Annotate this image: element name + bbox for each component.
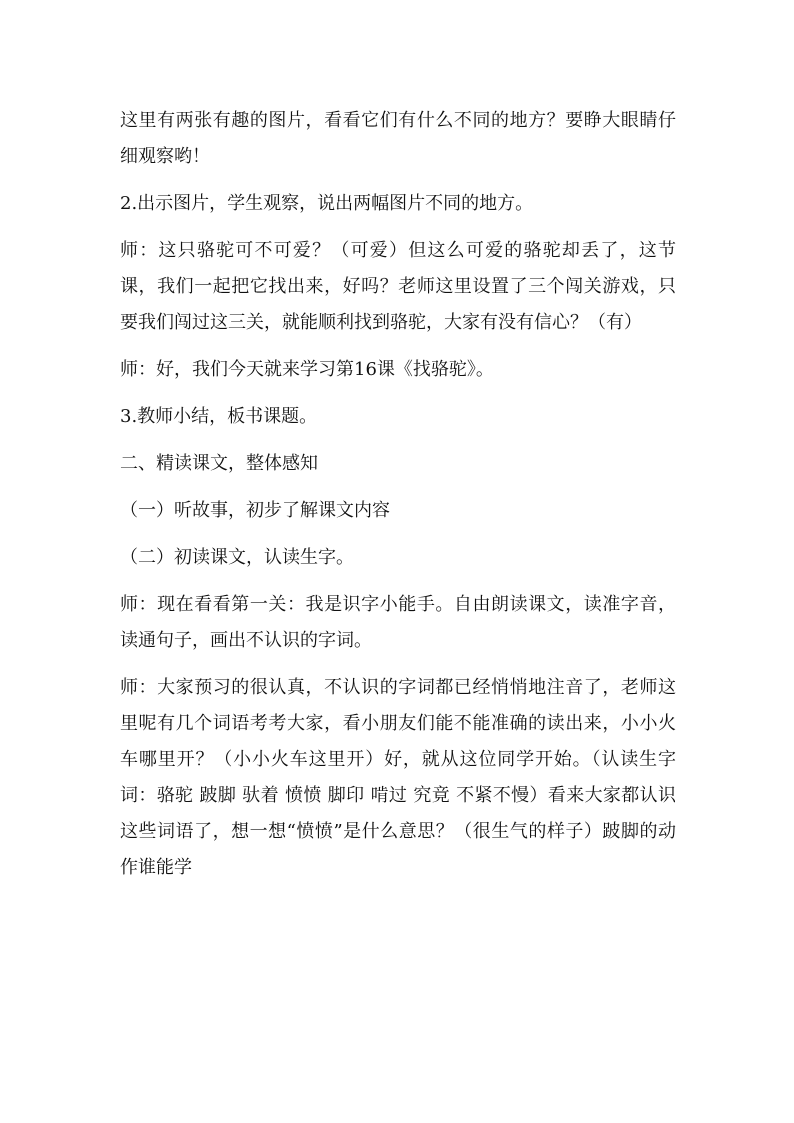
document-body [120,103,676,886]
paragraph-vocabulary: 师：大家预习的很认真，不认识的字词都已经悄悄地注音了，老师这里呢有几个词语考考大家，看小朋友们能不能准确的读出来，小小火车哪里开？（小小火车这里开）好，就从这位同学开始。（认读生字词：骆驼 跛脚 驮着 愤愤 脚印 啃过 究竟 不紧不慢）看来大家都认识这些词语了，想一想“愤愤”是什么意思？（很生气的样子）跛脚的动作谁能学 [120,677,676,878]
paragraph-teacher-camel: 师：这只骆驼可不可爱？（可爱）但这么可爱的骆驼却丢了，这节课，我们一起把它找出来，好吗？老师这里设置了三个闯关游戏，只要我们闯过这三关，就能顺利找到骆驼，大家有没有信心？（有） [120,240,676,333]
paragraph-step-3: 3.教师小结，板书课题。 [120,406,318,427]
paragraph-intro: 这里有两张有趣的图片，看看它们有什么不同的地方？要睁大眼睛仔细观察哟！ [120,110,676,167]
paragraph-first-level: 师：现在看看第一关：我是识字小能手。自由朗读课文，读准字音，读通句子，画出不认识的字词。 [120,594,676,651]
subsection-2: （二）初读课文，认读生字。 [120,547,354,568]
paragraph-step-2: 2.出示图片，学生观察，说出两幅图片不同的地方。 [120,193,534,214]
paragraph-teacher-lesson: 师：好，我们今天就来学习第16课《找骆驼》。 [120,359,494,380]
section-heading-2: 二、精读课文，整体感知 [120,453,318,474]
subsection-1: （一）听故事，初步了解课文内容 [120,500,390,521]
